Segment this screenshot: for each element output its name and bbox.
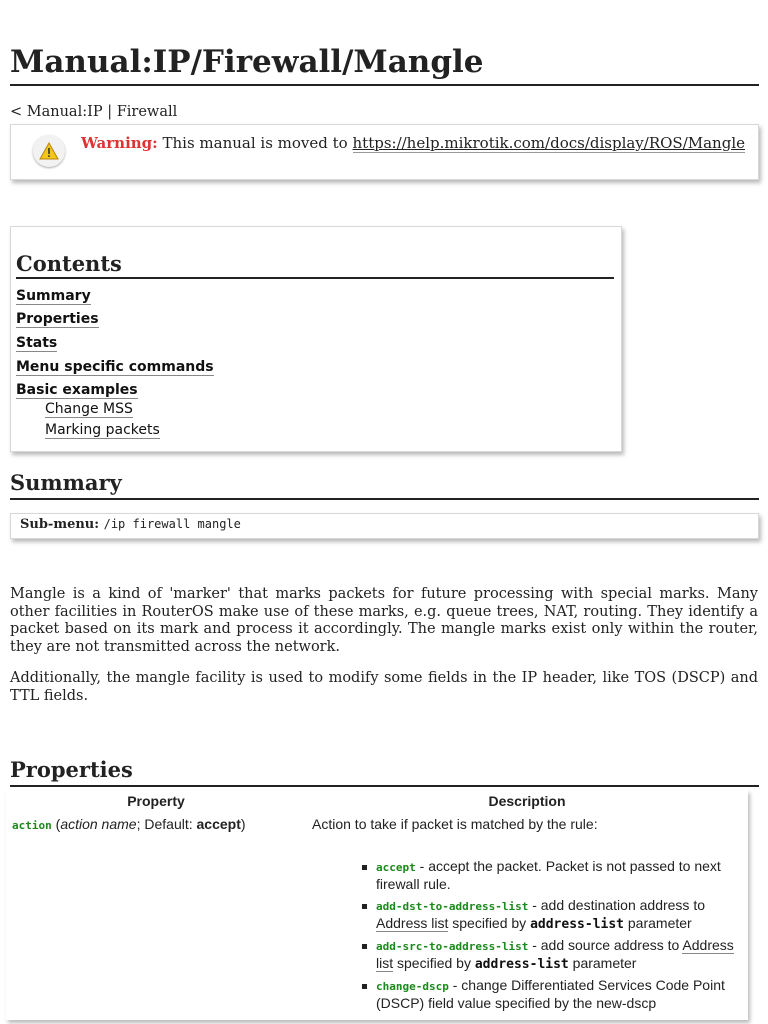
option-text: - accept the packet. Packet is not passed to next firewall rule.: [376, 858, 721, 892]
address-list-link[interactable]: Address list: [376, 915, 449, 931]
breadcrumb: [10, 104, 177, 120]
table-of-contents: [10, 226, 622, 452]
toc-item-properties[interactable]: Properties: [16, 311, 99, 327]
option-mid: specified by: [448, 915, 531, 931]
warning-triangle-icon: [33, 135, 65, 167]
properties-table: [6, 790, 748, 1020]
property-cell: [6, 812, 306, 1020]
submenu-label: [20, 517, 241, 532]
breadcrumb-link-firewall[interactable]: Firewall: [116, 104, 178, 120]
property-type: action name: [60, 816, 137, 832]
property-default: accept: [196, 816, 241, 832]
table-row: [6, 812, 748, 1020]
toc-subitem-change-mss[interactable]: Change MSS: [45, 401, 133, 417]
summary-heading: Summary: [10, 470, 759, 500]
option-code: accept: [376, 861, 416, 874]
list-item: [376, 858, 742, 893]
option-code: change-dscp: [376, 980, 449, 993]
table-header-row: [6, 790, 748, 812]
breadcrumb-separator: |: [102, 104, 117, 120]
property-description: Action to take if packet is matched by the rule:: [312, 816, 598, 832]
list-item: [376, 937, 742, 973]
option-code: add-dst-to-address-list: [376, 900, 529, 913]
property-default-label: ; Default:: [136, 816, 197, 832]
properties-heading: Properties: [10, 757, 759, 787]
address-list-link[interactable]: Address list: [376, 937, 734, 971]
option-tail: parameter: [624, 915, 692, 931]
warning-text: [81, 134, 745, 152]
toc-item-stats[interactable]: Stats: [16, 335, 58, 351]
action-options-list: [312, 858, 742, 1012]
breadcrumb-link-ip[interactable]: Manual:IP: [26, 104, 103, 120]
submenu-command: /ip firewall mangle: [103, 517, 241, 531]
warning-label: Warning:: [81, 134, 158, 152]
submenu-box: [10, 513, 759, 539]
option-code: add-src-to-address-list: [376, 940, 529, 953]
option-text: - change Differentiated Services Code Point (DSCP) field value specified by the new-dscp: [376, 977, 725, 1011]
property-name: action: [12, 819, 52, 832]
option-mid: specified by: [393, 955, 475, 971]
toc-title: Contents: [16, 251, 614, 279]
summary-paragraph-2: Additionally, the mangle facility is used to modify some fields in the IP header, like TOS (DSCP) and TTL fields.: [10, 670, 758, 704]
toc-item-menu-commands[interactable]: Menu specific commands: [16, 359, 214, 375]
option-param: address-list: [530, 917, 624, 932]
toc-item-basic-examples[interactable]: Basic examples: [16, 382, 138, 398]
list-item: [376, 977, 742, 1012]
page-title: Manual:IP/Firewall/Mangle: [10, 44, 759, 86]
property-type-close: ): [240, 816, 246, 832]
option-tail: parameter: [568, 955, 637, 971]
breadcrumb-prefix: <: [10, 104, 27, 120]
list-item: [376, 897, 742, 933]
column-header-property: Property: [127, 793, 185, 809]
property-type-open: (: [51, 816, 61, 832]
toc-item-summary[interactable]: Summary: [16, 288, 91, 304]
option-text: - add source address to: [528, 937, 683, 953]
warning-link[interactable]: https://help.mikrotik.com/docs/display/ROS/Mangle: [352, 134, 745, 152]
warning-message: This manual is moved to: [162, 134, 348, 152]
column-header-description: Description: [488, 793, 566, 809]
option-param: address-list: [474, 957, 569, 972]
option-text: - add destination address to: [528, 897, 705, 913]
warning-box: [10, 124, 759, 180]
summary-paragraph-1: Mangle is a kind of 'marker' that marks packets for future processing with special marks. Many other facilities in RouterOS make use of these marks, e.g. queue trees, NAT, routing. They identify a packet based on its mark and process it accordingly. The mangle marks exist only within the router, they are not transmitted across the network.: [10, 586, 758, 655]
submenu-label-text: Sub-menu:: [20, 517, 100, 532]
description-cell: [306, 812, 748, 1020]
toc-subitem-marking-packets[interactable]: Marking packets: [45, 422, 160, 438]
